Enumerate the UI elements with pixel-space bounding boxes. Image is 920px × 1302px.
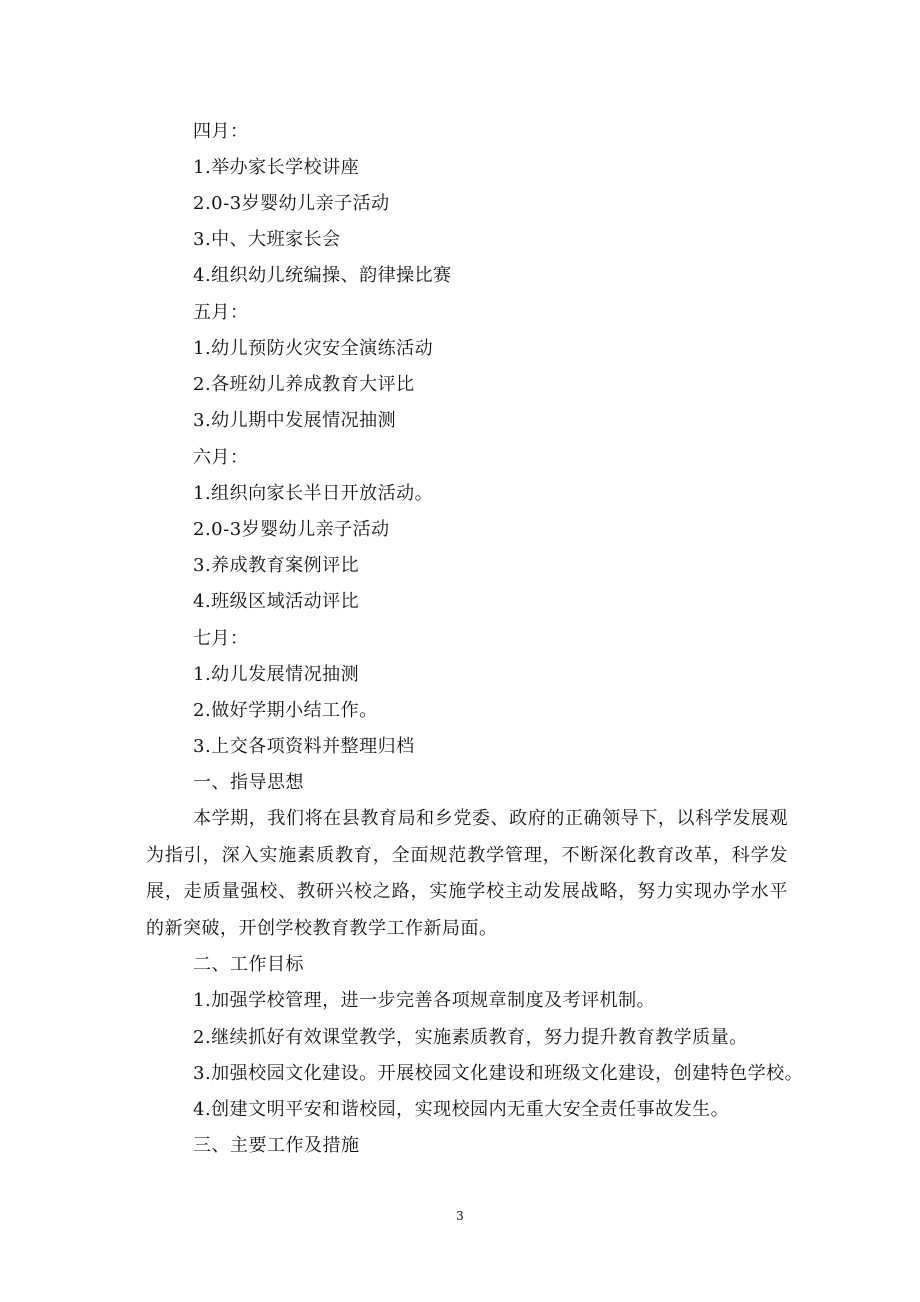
list-item: 1.举办家长学校讲座: [193, 157, 360, 178]
goal-item: 3.加强校园文化建设。开展校园文化建设和班级文化建设，创建特色学校。: [193, 1063, 804, 1084]
list-item: 2.做好学期小结工作。: [193, 700, 378, 721]
month-heading-july: 七月：: [193, 628, 249, 649]
list-item: 4.班级区域活动评比: [193, 591, 360, 612]
month-heading-may: 五月：: [193, 302, 249, 323]
list-item: 4.组织幼儿统编操、韵律操比赛: [193, 265, 452, 286]
list-item: 1.组织向家长半日开放活动。: [193, 483, 434, 504]
list-item: 3.幼儿期中发展情况抽测: [193, 410, 397, 431]
list-item: 3.中、大班家长会: [193, 229, 341, 250]
month-heading-april: 四月：: [193, 121, 249, 142]
goal-item: 2.继续抓好有效课堂教学，实施素质教育，努力提升教育教学质量。: [193, 1027, 748, 1048]
goal-item: 1.加强学校管理，进一步完善各项规章制度及考评机制。: [193, 990, 656, 1011]
guiding-paragraph: 本学期，我们将在县教育局和乡党委、政府的正确领导下，以科学发展观为指引，深入实施素质教育，全面规范教学管理，不断深化教育改革，科学发展，走质量强校、教研兴校之路，实施学校主动发展战略，努力实现办学水平的新突破，开创学校教育教学工作新局面。: [146, 808, 788, 939]
list-item: 3.上交各项资料并整理归档: [193, 736, 415, 757]
page-number: 3: [456, 1209, 464, 1223]
list-item: 1.幼儿预防火灾安全演练活动: [193, 338, 434, 359]
month-heading-june: 六月：: [193, 447, 249, 468]
list-item: 2.各班幼儿养成教育大评比: [193, 374, 415, 395]
list-item: 1.幼儿发展情况抽测: [193, 664, 360, 685]
section-heading-main-work: 三、主要工作及措施: [193, 1135, 360, 1156]
goal-item: 4.创建文明平安和谐校园，实现校园内无重大安全责任事故发生。: [193, 1099, 730, 1120]
list-item: 2.0-3岁婴幼儿亲子活动: [193, 193, 390, 214]
section-heading-work-goals: 二、工作目标: [193, 954, 304, 975]
section-heading-guiding-ideology: 一、指导思想: [193, 772, 304, 793]
list-item: 3.养成教育案例评比: [193, 555, 360, 576]
list-item: 2.0-3岁婴幼儿亲子活动: [193, 519, 390, 540]
